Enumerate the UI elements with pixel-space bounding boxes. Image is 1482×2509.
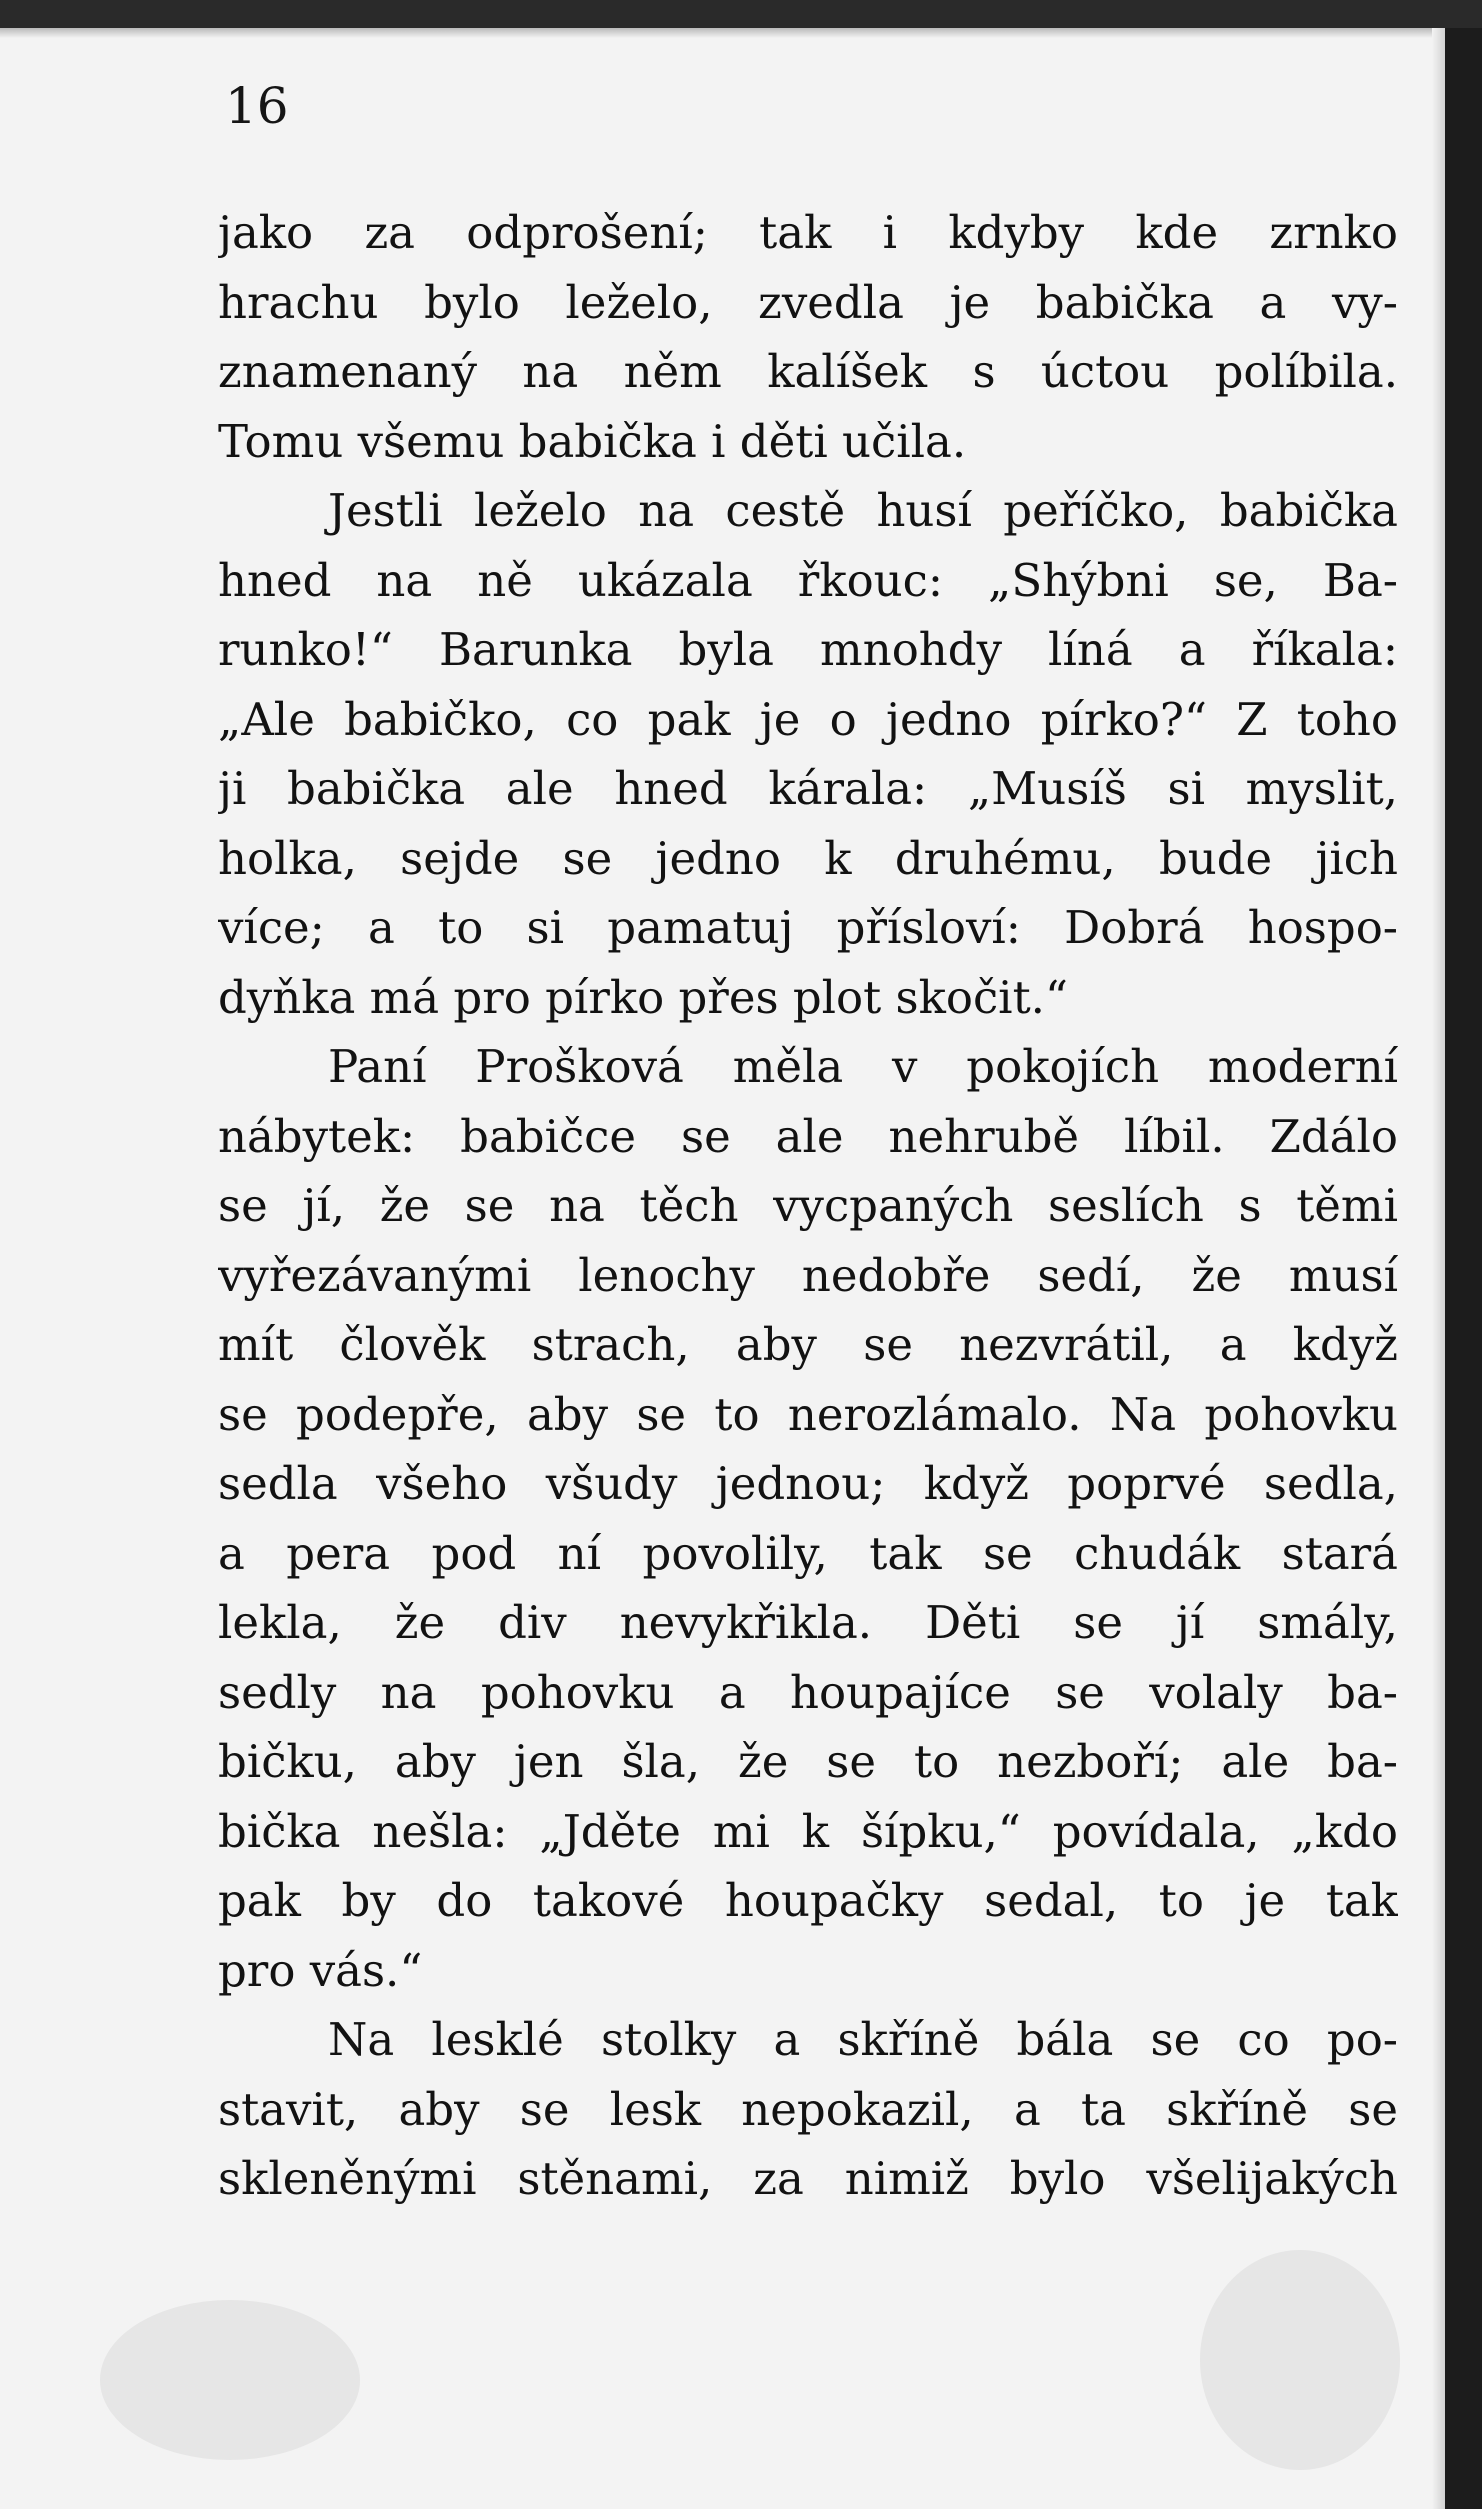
text-line: pak by do takové houpačky sedal, to je tak: [218, 1874, 1398, 1927]
body-text: [218, 198, 1398, 2214]
text-line: runko!“ Barunka byla mnohdy líná a říkala:: [218, 623, 1398, 676]
text-line: jako za odprošení; tak i kdyby kde zrnko: [218, 206, 1398, 259]
paper-stain: [1200, 2250, 1400, 2470]
text-line: pro vás.“: [218, 1943, 423, 1997]
text-line: „Ale babičko, co pak je o jedno pírko?“ Z toho: [218, 692, 1398, 746]
text-line: dyňka má pro pírko přes plot skočit.“: [218, 970, 1068, 1024]
text-line: bička nešla: „Jděte mi k šípku,“ povídala, „kdo: [218, 1804, 1398, 1858]
text-line: vyřezávanými lenochy nedobře sedí, že musí: [218, 1248, 1398, 1302]
page-top-shadow: [0, 28, 1445, 38]
text-line: holka, sejde se jedno k druhému, bude jich: [218, 831, 1398, 885]
text-line: lekla, že div nevykřikla. Děti se jí smály,: [218, 1596, 1398, 1649]
text-line: mít člověk strach, aby se nezvrátil, a když: [218, 1318, 1398, 1371]
text-line: se jí, že se na těch vycpaných seslích s těmi: [218, 1179, 1398, 1232]
text-line: stavit, aby se lesk nepokazil, a ta skříně se: [218, 2082, 1398, 2136]
paper-stain: [100, 2300, 360, 2460]
text-line: se podepře, aby se to nerozlámalo. Na pohovku: [218, 1387, 1398, 1441]
text-line: nábytek: babičce se ale nehrubě líbil. Zdálo: [218, 1109, 1398, 1163]
text-line: Paní Prošková měla v pokojích moderní: [328, 1040, 1398, 1093]
text-line: a pera pod ní povolily, tak se chudák stará: [218, 1526, 1398, 1580]
text-line: hrachu bylo leželo, zvedla je babička a vy-: [218, 275, 1398, 329]
text-line: více; a to si pamatuj přísloví: Dobrá hospo-: [218, 901, 1398, 954]
page-right-edge: [1432, 28, 1445, 2509]
page-number: 16: [225, 77, 289, 135]
text-line: skleněnými stěnami, za nimiž bylo všelijakých: [218, 2152, 1398, 2205]
text-line: hned na ně ukázala řkouc: „Shýbni se, Ba-: [218, 553, 1398, 607]
text-line: sedla všeho všudy jednou; když poprvé sedla,: [218, 1457, 1398, 1510]
text-line: bičku, aby jen šla, že se to nezboří; ale ba-: [218, 1735, 1398, 1788]
text-line: sedly na pohovku a houpajíce se volaly ba-: [218, 1665, 1398, 1719]
text-line: Na lesklé stolky a skříně bála se co po-: [328, 2013, 1398, 2066]
text-line: Tomu všemu babička i děti učila.: [218, 414, 967, 468]
text-line: ji babička ale hned kárala: „Musíš si myslit,: [218, 762, 1398, 815]
scan-border-top: [0, 0, 1482, 28]
text-line: Jestli leželo na cestě husí peříčko, babička: [328, 484, 1398, 537]
text-line: znamenaný na něm kalíšek s úctou políbila.: [218, 345, 1398, 398]
